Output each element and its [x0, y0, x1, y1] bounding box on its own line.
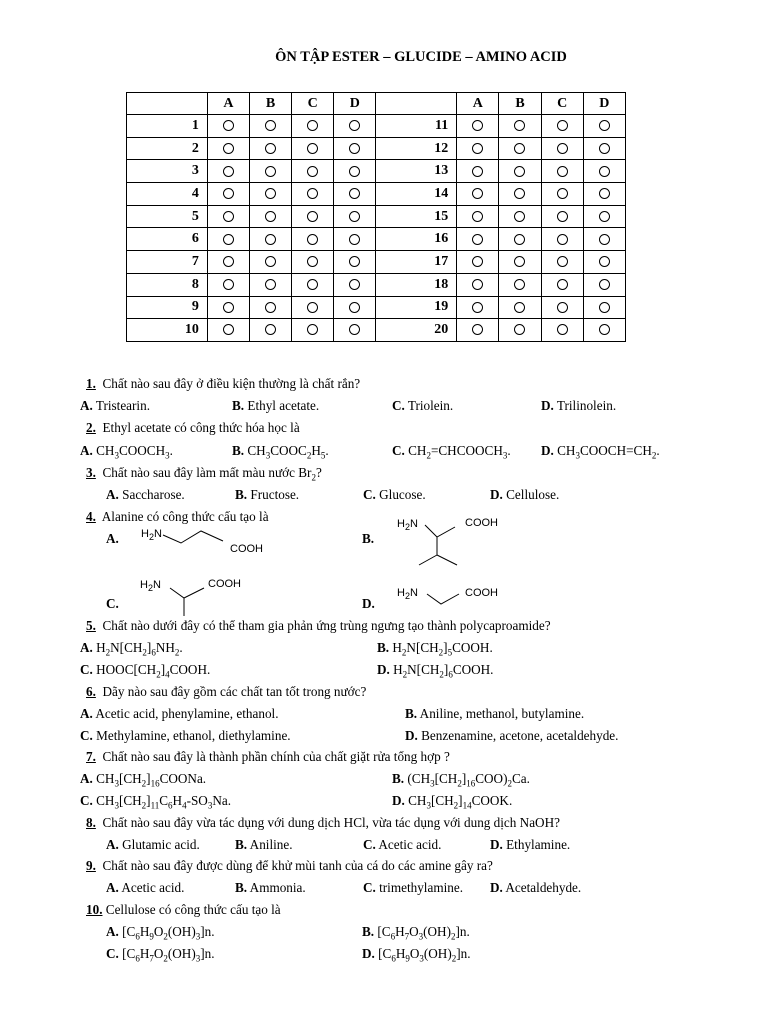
answer-bubble[interactable] [599, 188, 610, 199]
col-c: C [541, 93, 583, 115]
struct-b-h2n: $H_2N$ [397, 518, 418, 533]
option-7b: B. $(CH_3[CH_2]_{16}COO)_2Ca$. [392, 771, 530, 789]
answer-row [127, 205, 626, 228]
answer-bubble[interactable] [472, 188, 483, 199]
struct-c-h2n: $H_2N$ [140, 579, 161, 594]
option-9c: C. trimethylamine. [363, 880, 463, 895]
question-9: 9. Chất nào sau đây được dùng để khử mùi tanh của cá do các amine gây ra? [86, 858, 493, 873]
row-number: 18 [376, 273, 457, 296]
answer-cell-a[interactable] [457, 273, 499, 296]
answer-cell-c[interactable] [541, 228, 583, 251]
answer-cell-b[interactable] [249, 205, 291, 228]
answer-bubble[interactable] [599, 166, 610, 177]
option-2a: A. $CH_3COOCH_3$. [80, 443, 173, 461]
option-8c: C. Acetic acid. [363, 837, 442, 852]
answer-bubble[interactable] [265, 279, 276, 290]
answer-cell-c[interactable] [292, 115, 334, 138]
answer-cell-c[interactable] [541, 205, 583, 228]
answer-cell-c[interactable] [541, 115, 583, 138]
answer-row [127, 296, 626, 319]
answer-bubble[interactable] [599, 211, 610, 222]
answer-bubble[interactable] [599, 279, 610, 290]
answer-cell-b[interactable] [499, 273, 541, 296]
answer-bubble[interactable] [514, 324, 525, 335]
answer-cell-a[interactable] [457, 183, 499, 206]
question-6: 6. Dãy nào sau đây gồm các chất tan tốt trong nước? [86, 684, 367, 699]
answer-bubble[interactable] [349, 302, 360, 313]
option-9b: B. Ammonia. [235, 880, 306, 895]
answer-bubble[interactable] [557, 166, 568, 177]
answer-cell-d[interactable] [334, 319, 376, 342]
answer-row [127, 251, 626, 274]
row-number: 4 [127, 183, 208, 206]
answer-cell-c[interactable] [541, 319, 583, 342]
row-number: 14 [376, 183, 457, 206]
answer-cell-b[interactable] [249, 251, 291, 274]
answer-cell-c[interactable] [541, 137, 583, 160]
answer-bubble[interactable] [557, 143, 568, 154]
answer-cell-a[interactable] [207, 319, 249, 342]
answer-cell-a[interactable] [207, 137, 249, 160]
row-number: 7 [127, 251, 208, 274]
option-5b: B. $H_2N[CH_2]_5COOH$. [377, 640, 493, 658]
row-number: 6 [127, 228, 208, 251]
answer-cell-a[interactable] [457, 251, 499, 274]
answer-bubble[interactable] [223, 302, 234, 313]
answer-bubble[interactable] [599, 302, 610, 313]
question-10: 10. Cellulose có công thức cấu tạo là [86, 902, 281, 917]
option-4c-label: C. [106, 596, 119, 611]
row-number: 11 [376, 115, 457, 138]
answer-bubble[interactable] [265, 188, 276, 199]
answer-bubble[interactable] [223, 120, 234, 131]
answer-bubble[interactable] [557, 279, 568, 290]
row-number: 9 [127, 296, 208, 319]
answer-cell-b[interactable] [499, 296, 541, 319]
answer-cell-a[interactable] [207, 296, 249, 319]
answer-bubble[interactable] [307, 188, 318, 199]
answer-cell-b[interactable] [249, 296, 291, 319]
option-7c: C. $CH_3[CH_2]_{11}C_6H_4-SO_3Na$. [80, 793, 232, 811]
row-number: 1 [127, 115, 208, 138]
option-9d: D. Acetaldehyde. [490, 880, 582, 895]
answer-cell-d[interactable] [583, 296, 625, 319]
struct-c-cooh: COOH [208, 578, 241, 590]
answer-bubble[interactable] [223, 256, 234, 267]
answer-bubble[interactable] [349, 211, 360, 222]
answer-cell-c[interactable] [541, 160, 583, 183]
answer-cell-a[interactable] [207, 205, 249, 228]
row-number: 19 [376, 296, 457, 319]
page-title: ÔN TẬP ESTER – GLUCIDE – AMINO ACID [275, 49, 567, 65]
option-10c: C. $[C_6H_7O_2(OH)_3]n$. [106, 946, 215, 964]
question-3: 3. Chất nào sau đây làm mất màu nước $Br_2$? [86, 465, 322, 483]
answer-cell-d[interactable] [334, 160, 376, 183]
question-2: 2. Ethyl acetate có công thức hóa học là [86, 420, 300, 435]
answer-bubble[interactable] [349, 279, 360, 290]
answer-row [127, 160, 626, 183]
answer-cell-d[interactable] [583, 273, 625, 296]
answer-cell-d[interactable] [334, 205, 376, 228]
answer-bubble[interactable] [349, 188, 360, 199]
answer-bubble[interactable] [599, 120, 610, 131]
answer-bubble[interactable] [349, 143, 360, 154]
answer-cell-a[interactable] [207, 251, 249, 274]
answer-cell-a[interactable] [207, 160, 249, 183]
answer-cell-c[interactable] [292, 183, 334, 206]
answer-cell-c[interactable] [541, 296, 583, 319]
option-5d: D. $H_2N[CH_2]_6COOH$. [377, 662, 494, 680]
answer-bubble[interactable] [557, 188, 568, 199]
answer-cell-a[interactable] [457, 160, 499, 183]
answer-bubble[interactable] [472, 143, 483, 154]
option-5a: A. $H_2N[CH_2]_6NH_2$. [80, 640, 183, 658]
answer-bubble[interactable] [349, 166, 360, 177]
answer-cell-a[interactable] [457, 137, 499, 160]
answer-bubble[interactable] [265, 234, 276, 245]
answer-cell-c[interactable] [292, 160, 334, 183]
option-9a: A. Acetic acid. [106, 880, 185, 895]
answer-row [127, 137, 626, 160]
answer-cell-b[interactable] [249, 319, 291, 342]
answer-cell-b[interactable] [249, 137, 291, 160]
answer-cell-a[interactable] [457, 205, 499, 228]
answer-bubble[interactable] [514, 256, 525, 267]
answer-cell-a[interactable] [207, 228, 249, 251]
answer-cell-b[interactable] [499, 115, 541, 138]
option-1b: B. Ethyl acetate. [232, 398, 320, 413]
answer-bubble[interactable] [307, 211, 318, 222]
answer-cell-b[interactable] [249, 115, 291, 138]
answer-cell-a[interactable] [207, 273, 249, 296]
answer-cell-c[interactable] [292, 228, 334, 251]
col-c: C [292, 93, 334, 115]
struct-a-h2n: $H_2N$ [141, 528, 162, 543]
answer-row [127, 273, 626, 296]
question-7: 7. Chất nào sau đây là thành phần chính của chất giặt rửa tổng hợp ? [86, 749, 450, 764]
answer-bubble[interactable] [307, 143, 318, 154]
answer-bubble[interactable] [557, 120, 568, 131]
answer-bubble[interactable] [223, 143, 234, 154]
answer-bubble[interactable] [472, 324, 483, 335]
answer-bubble[interactable] [557, 256, 568, 267]
answer-cell-a[interactable] [457, 296, 499, 319]
answer-cell-b[interactable] [249, 273, 291, 296]
answer-bubble[interactable] [472, 279, 483, 290]
option-7d: D. $CH_3[CH_2]_{14}COOK$. [392, 793, 513, 811]
answer-bubble[interactable] [265, 324, 276, 335]
answer-bubble[interactable] [265, 211, 276, 222]
answer-cell-d[interactable] [334, 228, 376, 251]
answer-bubble[interactable] [265, 143, 276, 154]
question-5: 5. Chất nào dưới đây có thể tham gia phản ứng trùng ngưng tạo thành polycaproamide? [86, 618, 551, 633]
question-8: 8. Chất nào sau đây vừa tác dụng với dung dịch HCl, vừa tác dụng với dung dịch NaOH? [86, 815, 560, 830]
answer-bubble[interactable] [223, 166, 234, 177]
answer-cell-c[interactable] [292, 296, 334, 319]
answer-cell-a[interactable] [457, 319, 499, 342]
answer-cell-d[interactable] [583, 228, 625, 251]
col-a: A [457, 93, 499, 115]
answer-bubble[interactable] [307, 166, 318, 177]
answer-bubble[interactable] [349, 120, 360, 131]
answer-bubble[interactable] [223, 324, 234, 335]
answer-cell-c[interactable] [292, 319, 334, 342]
answer-cell-b[interactable] [249, 160, 291, 183]
answer-cell-b[interactable] [499, 160, 541, 183]
answer-cell-c[interactable] [292, 205, 334, 228]
answer-bubble[interactable] [514, 234, 525, 245]
answer-sheet-header [127, 93, 626, 115]
option-10a: A. $[C_6H_9O_2(OH)_3]n$. [106, 924, 215, 942]
row-number: 16 [376, 228, 457, 251]
answer-row [127, 115, 626, 138]
answer-cell-d[interactable] [334, 296, 376, 319]
col-b: B [499, 93, 541, 115]
answer-bubble[interactable] [557, 211, 568, 222]
answer-bubble[interactable] [472, 211, 483, 222]
answer-cell-d[interactable] [583, 137, 625, 160]
answer-bubble[interactable] [265, 302, 276, 313]
row-number: 13 [376, 160, 457, 183]
answer-cell-c[interactable] [541, 251, 583, 274]
answer-bubble[interactable] [472, 302, 483, 313]
answer-bubble[interactable] [349, 324, 360, 335]
option-3c: C. Glucose. [363, 487, 426, 502]
option-8d: D. Ethylamine. [490, 837, 571, 852]
answer-cell-b[interactable] [499, 319, 541, 342]
answer-bubble[interactable] [514, 211, 525, 222]
struct-d-h2n: $H_2N$ [397, 587, 418, 602]
answer-cell-b[interactable] [249, 183, 291, 206]
answer-bubble[interactable] [265, 120, 276, 131]
answer-cell-d[interactable] [583, 115, 625, 138]
answer-bubble[interactable] [307, 302, 318, 313]
answer-cell-d[interactable] [583, 251, 625, 274]
answer-bubble[interactable] [514, 143, 525, 154]
option-8b: B. Aniline. [235, 837, 293, 852]
option-2c: C. $CH_2=CHCOOCH_3$. [392, 443, 511, 461]
answer-bubble[interactable] [223, 279, 234, 290]
answer-cell-b[interactable] [499, 183, 541, 206]
answer-row [127, 319, 626, 342]
option-10d: D. $[C_6H_9O_3(OH)_2]n$. [362, 946, 471, 964]
option-4d-label: D. [362, 596, 375, 611]
option-10b: B. $[C_6H_7O_3(OH)_2]n$. [362, 924, 470, 942]
answer-bubble[interactable] [557, 234, 568, 245]
answer-bubble[interactable] [514, 188, 525, 199]
answer-bubble[interactable] [265, 256, 276, 267]
answer-bubble[interactable] [307, 256, 318, 267]
row-number: 8 [127, 273, 208, 296]
answer-bubble[interactable] [223, 234, 234, 245]
answer-cell-b[interactable] [499, 137, 541, 160]
answer-bubble[interactable] [599, 234, 610, 245]
answer-row [127, 228, 626, 251]
answer-cell-c[interactable] [541, 273, 583, 296]
answer-cell-d[interactable] [583, 183, 625, 206]
answer-bubble[interactable] [307, 234, 318, 245]
answer-bubble[interactable] [599, 324, 610, 335]
answer-cell-b[interactable] [499, 205, 541, 228]
option-4b-label: B. [362, 531, 375, 546]
answer-bubble[interactable] [472, 234, 483, 245]
col-d: D [583, 93, 625, 115]
answer-bubble[interactable] [223, 188, 234, 199]
answer-bubble[interactable] [472, 166, 483, 177]
answer-bubble[interactable] [557, 302, 568, 313]
answer-bubble[interactable] [349, 234, 360, 245]
row-number: 20 [376, 319, 457, 342]
answer-cell-c[interactable] [292, 273, 334, 296]
answer-row [127, 183, 626, 206]
option-2d: D. $CH_3COOCH=CH_2$. [541, 443, 660, 461]
answer-cell-b[interactable] [499, 228, 541, 251]
option-1a: A. Tristearin. [80, 398, 150, 413]
option-6a: A. Acetic acid, phenylamine, ethanol. [80, 706, 279, 721]
answer-cell-a[interactable] [207, 115, 249, 138]
answer-bubble[interactable] [349, 256, 360, 267]
answer-sheet [126, 92, 626, 342]
answer-bubble[interactable] [223, 211, 234, 222]
struct-b-cooh: COOH [465, 517, 498, 529]
question-4: 4. Alanine có công thức cấu tạo là [86, 509, 269, 524]
answer-bubble[interactable] [514, 166, 525, 177]
row-number: 12 [376, 137, 457, 160]
answer-bubble[interactable] [265, 166, 276, 177]
answer-cell-d[interactable] [334, 183, 376, 206]
answer-cell-d[interactable] [583, 319, 625, 342]
answer-cell-a[interactable] [457, 115, 499, 138]
option-2b: B. $CH_3COOC_2H_5$. [232, 443, 329, 461]
col-b: B [249, 93, 291, 115]
option-5c: C. $HOOC[CH_2]_4COOH$. [80, 662, 211, 680]
answer-cell-c[interactable] [541, 183, 583, 206]
option-3b: B. Fructose. [235, 487, 300, 502]
answer-cell-a[interactable] [207, 183, 249, 206]
answer-cell-d[interactable] [583, 160, 625, 183]
answer-bubble[interactable] [472, 256, 483, 267]
answer-bubble[interactable] [307, 279, 318, 290]
answer-bubble[interactable] [472, 120, 483, 131]
question-1: 1. Chất nào sau đây ở điều kiện thường là chất rắn? [86, 376, 361, 391]
answer-bubble[interactable] [514, 120, 525, 131]
row-number: 5 [127, 205, 208, 228]
option-1d: D. Trilinolein. [541, 398, 617, 413]
answer-cell-d[interactable] [583, 205, 625, 228]
answer-cell-c[interactable] [292, 251, 334, 274]
answer-bubble[interactable] [599, 143, 610, 154]
answer-cell-c[interactable] [292, 137, 334, 160]
answer-bubble[interactable] [307, 324, 318, 335]
option-4a-label: A. [106, 531, 119, 546]
answer-bubble[interactable] [599, 256, 610, 267]
row-number: 17 [376, 251, 457, 274]
option-6b: B. Aniline, methanol, butylamine. [405, 706, 585, 721]
answer-cell-d[interactable] [334, 115, 376, 138]
answer-bubble[interactable] [307, 120, 318, 131]
answer-cell-a[interactable] [457, 228, 499, 251]
option-3d: D. Cellulose. [490, 487, 560, 502]
answer-cell-b[interactable] [499, 251, 541, 274]
answer-cell-d[interactable] [334, 251, 376, 274]
option-3a: A. Saccharose. [106, 487, 185, 502]
col-d: D [334, 93, 376, 115]
row-number: 3 [127, 160, 208, 183]
row-number: 2 [127, 137, 208, 160]
option-7a: A. $CH_3[CH_2]_{16}COONa$. [80, 771, 207, 789]
answer-cell-d[interactable] [334, 273, 376, 296]
row-number: 15 [376, 205, 457, 228]
row-number: 10 [127, 319, 208, 342]
option-6c: C. Methylamine, ethanol, diethylamine. [80, 728, 291, 743]
option-6d: D. Benzenamine, acetone, acetaldehyde. [405, 728, 619, 743]
answer-cell-d[interactable] [334, 137, 376, 160]
option-1c: C. Triolein. [392, 398, 454, 413]
col-a: A [207, 93, 249, 115]
answer-bubble[interactable] [557, 324, 568, 335]
option-8a: A. Glutamic acid. [106, 837, 200, 852]
struct-d-cooh: COOH [465, 587, 498, 599]
answer-cell-b[interactable] [249, 228, 291, 251]
answer-bubble[interactable] [514, 279, 525, 290]
struct-a-cooh: COOH [230, 543, 263, 555]
answer-bubble[interactable] [514, 302, 525, 313]
